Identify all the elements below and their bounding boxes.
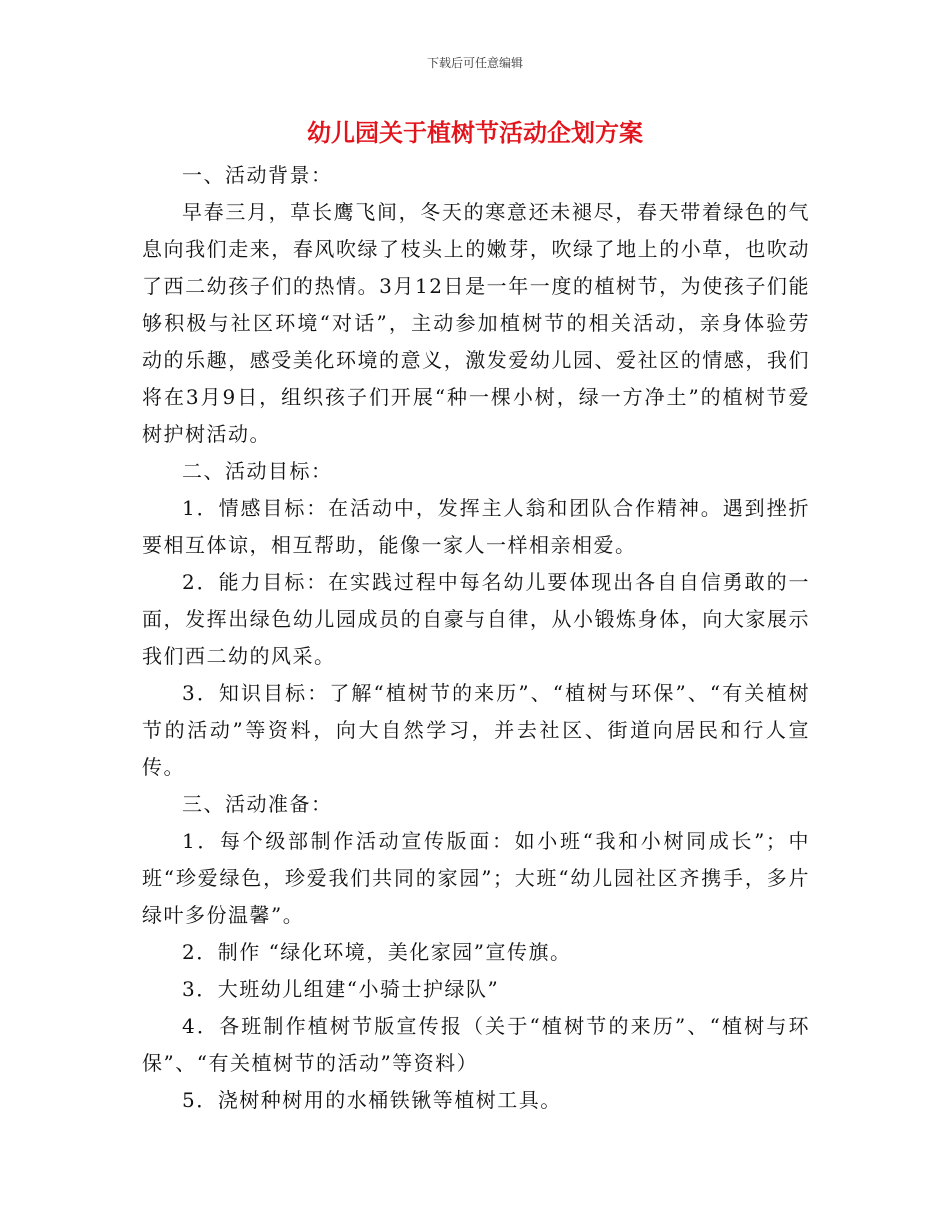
document-title: 幼儿园关于植树节活动企划方案 — [307, 119, 643, 147]
paragraph-prep-boards: 1．每个级部制作活动宣传版面：如小班“我和小树同成长”；中班“珍爱绿色，珍爱我们共同的家园”；大班“幼儿园社区齐携手，多片绿叶多份温馨”。 — [142, 829, 810, 927]
page-header-note: 下载后可任意编辑 — [426, 56, 523, 70]
paragraph-goal-ability: 2．能力目标：在实践过程中每名幼儿要体现出各自自信勇敢的一面，发挥出绿色幼儿园成员的自豪与自律，从小锻炼身体，向大家展示我们西二幼的风采。 — [142, 570, 810, 668]
section-heading-preparation: 三、活动准备： — [182, 792, 333, 816]
paragraph-goal-emotion: 1．情感目标：在活动中，发挥主人翁和团队合作精神。遇到挫折要相互体谅，相互帮助，能像一家人一样相亲相爱。 — [142, 496, 810, 557]
paragraph-background: 早春三月，草长鹰飞间，冬天的寒意还未褪尽，春天带着绿色的气息向我们走来，春风吹绿了枝头上的嫩芽，吹绿了地上的小草，也吹动了西二幼孩子们的热情。3月12日是一年一度的植树节，为使孩子们能够积极与社区环境“对话”，主动参加植树节的相关活动，亲身体验劳动的乐趣，感受美化环境的意义，激发爱幼儿园、爱社区的情感，我们将在3月9日，组织孩子们开展“种一棵小树，绿一方净土”的植树节爱树护树活动。 — [142, 200, 810, 446]
section-heading-goals: 二、活动目标： — [182, 459, 333, 483]
paragraph-prep-tools: 5．浇树种树用的水桶铁锹等植树工具。 — [182, 1088, 562, 1112]
document-body — [142, 157, 810, 1119]
paragraph-prep-flags: 2．制作 “绿化环境，美化家园”宣传旗。 — [182, 940, 572, 964]
paragraph-goal-knowledge: 3．知识目标：了解“植树节的来历”、“植树与环保”、“有关植树节的活动”等资料，向大自然学习，并去社区、街道向居民和行人宣传。 — [142, 681, 810, 779]
paragraph-prep-posters: 4．各班制作植树节版宣传报（关于“植树节的来历”、“植树与环保”、“有关植树节的活动”等资料） — [142, 1014, 810, 1075]
paragraph-prep-team: 3．大班幼儿组建“小骑士护绿队” — [182, 977, 500, 1001]
section-heading-background: 一、活动背景： — [182, 163, 333, 187]
